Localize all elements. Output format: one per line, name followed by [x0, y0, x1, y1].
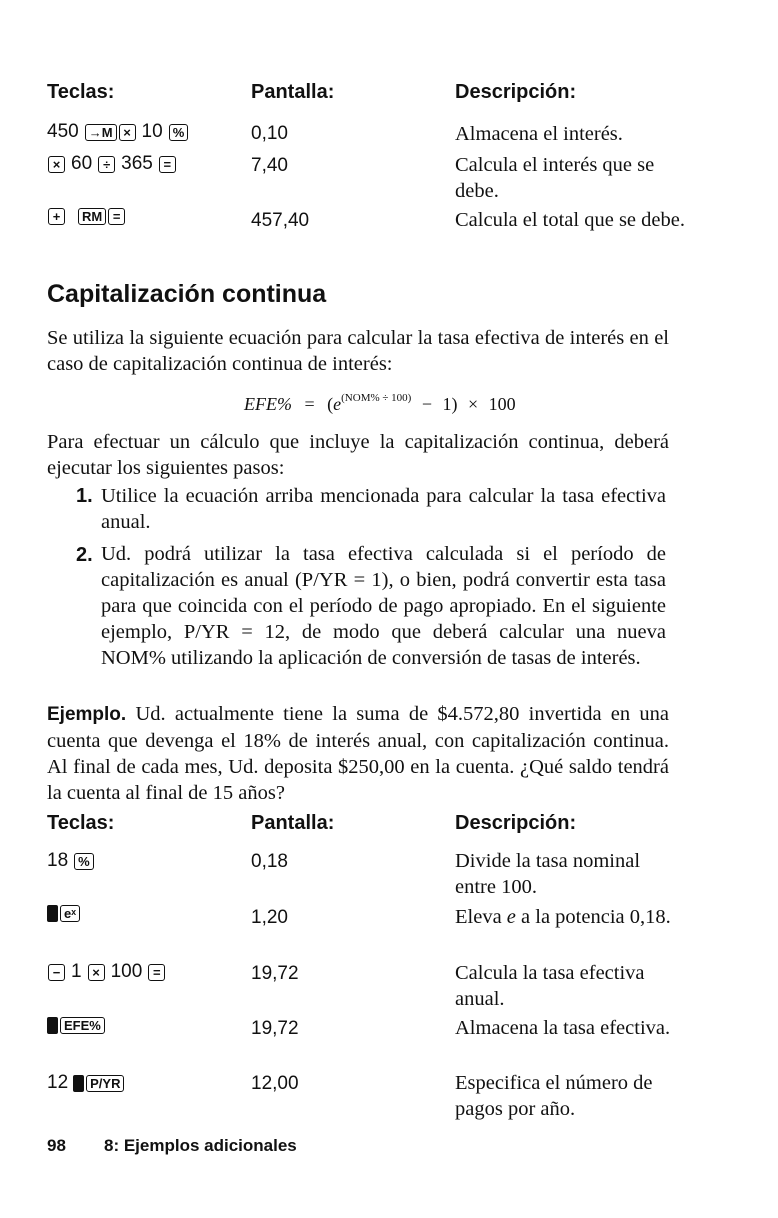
description-text: Calcula la tasa efectiva anual.	[455, 962, 645, 1010]
description-text: Divide la tasa nominal entre 100.	[455, 850, 641, 898]
key-value: 10	[141, 121, 163, 142]
step-text: Ud. podrá utilizar la tasa efectiva calculada si el período de capitalización es anual (P/YR = 1), o bien, podrá convertir esta tasa para que coincida con el período de pago apropiado. En el siguiente ejemplo, P/YR = 12, de modo que deberá calcular una nueva NOM% utilizando la aplicación de conversión de tasas de interés.	[101, 543, 666, 669]
display-header: Pantalla:	[251, 81, 335, 103]
plus-key: +	[48, 208, 65, 225]
step-text: Utilice la ecuación arriba mencionada para calcular la tasa efectiva anual.	[101, 485, 666, 533]
table-row-keys	[47, 961, 166, 983]
recall-memory-key: RM	[78, 208, 106, 225]
display-value: 1,20	[251, 907, 288, 928]
example-paragraph	[47, 701, 669, 806]
key-value: 365	[121, 153, 153, 174]
payments-per-year-key: P/YR	[86, 1075, 124, 1092]
table-row-keys	[47, 121, 189, 143]
shift-key-icon	[47, 905, 58, 922]
description-text: Almacena la tasa efectiva.	[455, 1017, 671, 1039]
shift-key-icon	[47, 1017, 58, 1034]
step-number: 2.	[76, 544, 93, 566]
description-text: Almacena el interés.	[455, 123, 623, 145]
formula-e: e	[333, 394, 342, 414]
key-value: 18	[47, 850, 69, 871]
equals-key: =	[108, 208, 125, 225]
display-header: Pantalla:	[251, 812, 335, 834]
description-text: Especifica el número de pagos por año.	[455, 1072, 653, 1120]
description-text: Calcula el interés que se debe.	[455, 154, 655, 202]
keys-header: Teclas:	[47, 812, 115, 834]
shift-key-icon	[73, 1075, 84, 1092]
key-value: 100	[110, 961, 143, 982]
display-value: 19,72	[251, 1018, 299, 1039]
example-text: Ud. actualmente tiene la suma de $4.572,80 invertida en una cuenta que devenga el 18% de interés anual, con capitalización continua. Al final de cada mes, Ud. deposita $250,00 en la cuenta. ¿Qué saldo tendrá la cuenta al final de 15 años?	[47, 703, 670, 804]
table-row-keys	[47, 1017, 106, 1034]
description-header: Descripción:	[455, 81, 577, 103]
display-value: 457,40	[251, 210, 310, 231]
chapter-title: 8: Ejemplos adicionales	[104, 1136, 297, 1155]
table-row-keys	[47, 153, 177, 175]
formula	[244, 392, 516, 415]
key-value: 450	[47, 121, 79, 142]
formula-exponent: (NOM% ÷ 100)	[341, 392, 412, 404]
table-row-keys	[47, 208, 126, 225]
formula-equals: =	[304, 394, 315, 414]
intro-paragraph: Se utiliza la siguiente ecuación para calcular la tasa efectiva de interés en el caso de capitalización continua de interés:	[47, 327, 669, 375]
display-value: 7,40	[251, 155, 288, 176]
display-value: 0,10	[251, 123, 288, 144]
percent-key: %	[169, 124, 189, 141]
key-value: 12	[47, 1072, 69, 1093]
key-value: 1	[71, 961, 82, 982]
multiply-key: ×	[48, 156, 65, 173]
equals-key: =	[159, 156, 176, 173]
section-title: Capitalización continua	[47, 280, 327, 308]
display-value: 12,00	[251, 1073, 299, 1094]
table-row-keys	[47, 850, 95, 872]
description-text: Eleva e a la potencia 0,18.	[455, 906, 671, 928]
key-value: 60	[71, 153, 93, 174]
minus-key: −	[48, 964, 65, 981]
formula-open: (	[327, 394, 334, 414]
divide-key: ÷	[98, 156, 115, 173]
description-header: Descripción:	[455, 812, 577, 834]
formula-rest: − 1) × 100	[421, 394, 516, 414]
step-number: 1.	[76, 485, 93, 507]
percent-key: %	[74, 853, 94, 870]
keys-header: Teclas:	[47, 81, 115, 103]
equals-key: =	[148, 964, 165, 981]
multiply-key: ×	[119, 124, 136, 141]
multiply-key: ×	[88, 964, 105, 981]
table-row-keys	[47, 905, 81, 922]
display-value: 19,72	[251, 963, 299, 984]
formula-lhs: EFE%	[244, 394, 292, 414]
example-label: Ejemplo.	[47, 704, 127, 725]
exp-key: eˣ	[60, 905, 80, 922]
table-row-keys	[47, 1072, 125, 1094]
store-key: →M	[85, 124, 117, 141]
steps-intro: Para efectuar un cálculo que incluye la capitalización continua, deberá ejecutar los siguientes pasos:	[47, 431, 669, 479]
display-value: 0,18	[251, 851, 288, 872]
effective-rate-key: EFE%	[60, 1017, 105, 1034]
page-number: 98	[47, 1136, 66, 1155]
description-text: Calcula el total que se debe.	[455, 209, 685, 231]
